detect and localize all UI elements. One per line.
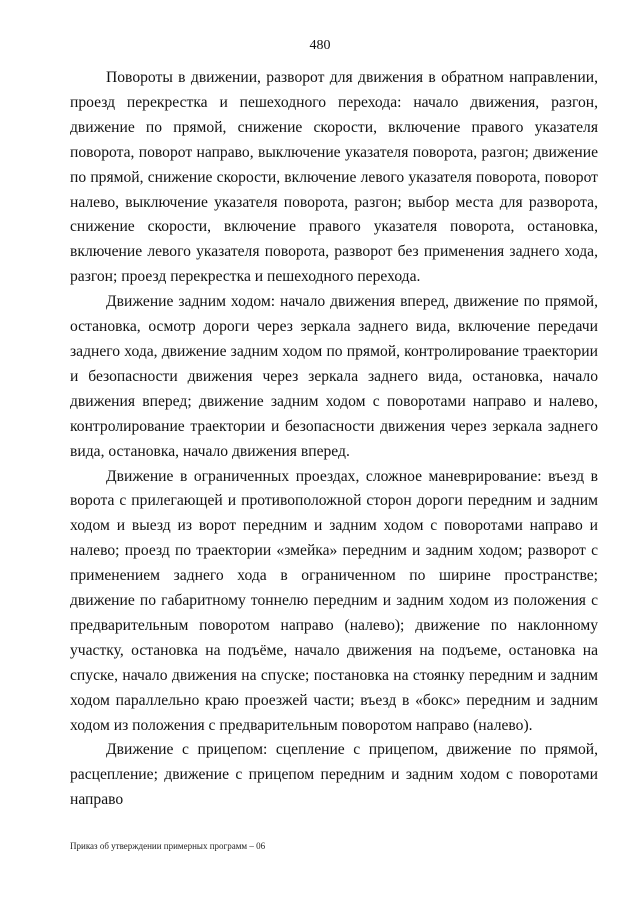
paragraph-reverse: Движение задним ходом: начало движения вперед, движение по прямой, остановка, осмотр дороги через зеркала заднего вида, включение передачи заднего хода, движение задним ходом по прямой, контролирование траектории и безопасности движения через зеркала заднего вида, остановка, начало движения вперед; движение задним ходом с поворотами направо и налево, контролирование траектории и безопасности движения через зеркала заднего вида, остановка, начало движения вперед. <box>70 293 598 460</box>
document-body <box>70 66 598 813</box>
paragraph-turns: Повороты в движении, разворот для движения в обратном направлении, проезд перекрестка и пешеходного перехода: начало движения, разгон, движение по прямой, снижение скорости, включение правого указателя поворота, поворот направо, выключение указателя поворота, разгон; движение по прямой, снижение скорости, включение левого указателя поворота, поворот налево, выключение указателя поворота, разгон; выбор места для разворота, снижение скорости, включение правого указателя поворота, остановка, включение левого указателя поворота, разворот без применения заднего хода, разгон; проезд перекрестка и пешеходного перехода. <box>70 69 598 286</box>
paragraph-trailer: Движение с прицепом: сцепление с прицепом, движение по прямой, расцепление; движение с прицепом передним и задним ходом с поворотами направо <box>70 741 598 809</box>
footer-note: Приказ об утверждении примерных программ – 06 <box>70 841 266 851</box>
page-number: 480 <box>309 38 331 53</box>
paragraph-limited-passages: Движение в ограниченных проездах, сложное маневрирование: въезд в ворота с прилегающей и противоположной сторон дороги передним и задним ходом и выезд из ворот передним и задним ходом с поворотами направо и налево; проезд по траектории «змейка» передним и задним ходом; разворот с применением заднего хода в ограниченном по ширине пространстве; движение по габаритному тоннелю передним и задним ходом из положения с предварительным поворотом направо (налево); движение по наклонному участку, остановка на подъёме, начало движения на подъеме, остановка на спуске, начало движения на спуске; постановка на стоянку передним и задним ходом параллельно краю проезжей части; въезд в «бокс» передним и задним ходом из положения с предварительным поворотом направо (налево). <box>70 467 598 734</box>
